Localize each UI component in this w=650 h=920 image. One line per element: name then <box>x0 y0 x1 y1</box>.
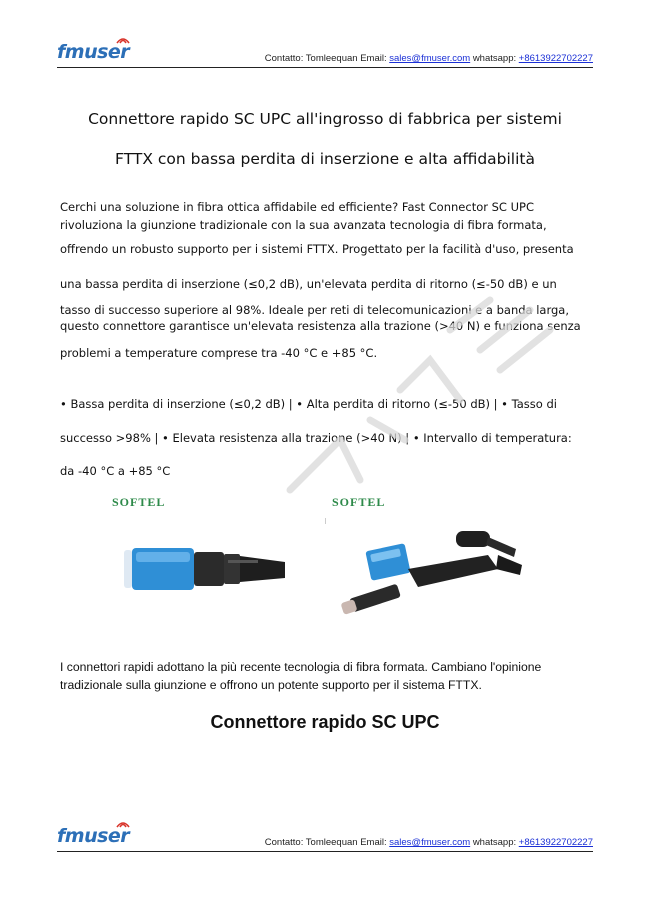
fmuser-logo <box>57 39 129 65</box>
footer-divider <box>57 851 593 852</box>
header-contact: Contatto: Tomleequan Email: sales@fmuser.com whatsapp: +8613922702227 <box>264 53 593 64</box>
wifi-icon <box>115 33 131 45</box>
softel-brand-right: SOFTEL <box>332 495 386 509</box>
connector-image-right <box>338 525 528 620</box>
phone-link[interactable]: +8613922702227 <box>518 53 593 64</box>
email-link[interactable]: sales@fmuser.com <box>389 53 471 64</box>
header-divider <box>57 67 593 68</box>
fmuser-logo <box>57 823 129 849</box>
connector-image-left <box>110 530 310 610</box>
image-divider <box>325 518 326 524</box>
body-line: I connettori rapidi adottano la più recente tecnologia di fibra formata. Cambiano l'opinione <box>60 660 542 674</box>
email-link[interactable]: sales@fmuser.com <box>389 837 471 848</box>
intro-line: tasso di successo superiore al 98%. Ideale per reti di telecomunicazioni e a banda larga, <box>60 303 570 317</box>
body-line: tradizionale sulla giunzione e offrono un potente supporto per il sistema FTTX. <box>60 678 482 692</box>
phone-link[interactable]: +8613922702227 <box>518 837 593 848</box>
intro-line: offrendo un robusto supporto per i sistemi FTTX. Progettato per la facilità d'uso, presenta <box>60 242 574 256</box>
page-title-line-1: Connettore rapido SC UPC all'ingrosso di fabbrica per sistemi <box>88 110 562 128</box>
page-title-line-2: FTTX con bassa perdita di inserzione e alta affidabilità <box>115 150 535 168</box>
logo-text: fmuser <box>57 825 130 847</box>
intro-line: questo connettore garantisce un'elevata resistenza alla trazione (>40 N) e funziona senza <box>60 319 581 333</box>
logo-text: fmuser <box>57 41 130 63</box>
features-line: da -40 °C a +85 °C <box>60 464 171 478</box>
features-line: • Bassa perdita di inserzione (≤0,2 dB) | • Alta perdita di ritorno (≤-50 dB) | • Tasso di <box>60 397 557 411</box>
page-footer <box>57 822 593 852</box>
page-header <box>57 38 593 68</box>
intro-line: una bassa perdita di inserzione (≤0,2 dB), un'elevata perdita di ritorno (≤-50 dB) e un <box>60 277 557 291</box>
intro-line: Cerchi una soluzione in fibra ottica affidabile ed efficiente? Fast Connector SC UPC <box>60 200 534 214</box>
wifi-icon <box>115 817 131 829</box>
intro-line: problemi a temperature comprese tra -40 °C e +85 °C. <box>60 346 378 360</box>
footer-contact: Contatto: Tomleequan Email: sales@fmuser.com whatsapp: +8613922702227 <box>264 837 593 848</box>
softel-brand-left: SOFTEL <box>112 495 166 509</box>
section-heading: Connettore rapido SC UPC <box>210 712 440 732</box>
features-line: successo >98% | • Elevata resistenza alla trazione (>40 N) | • Intervallo di temperatura: <box>60 431 572 445</box>
intro-line: rivoluziona la giunzione tradizionale con la sua avanzata tecnologia di fibra formata, <box>60 218 547 232</box>
